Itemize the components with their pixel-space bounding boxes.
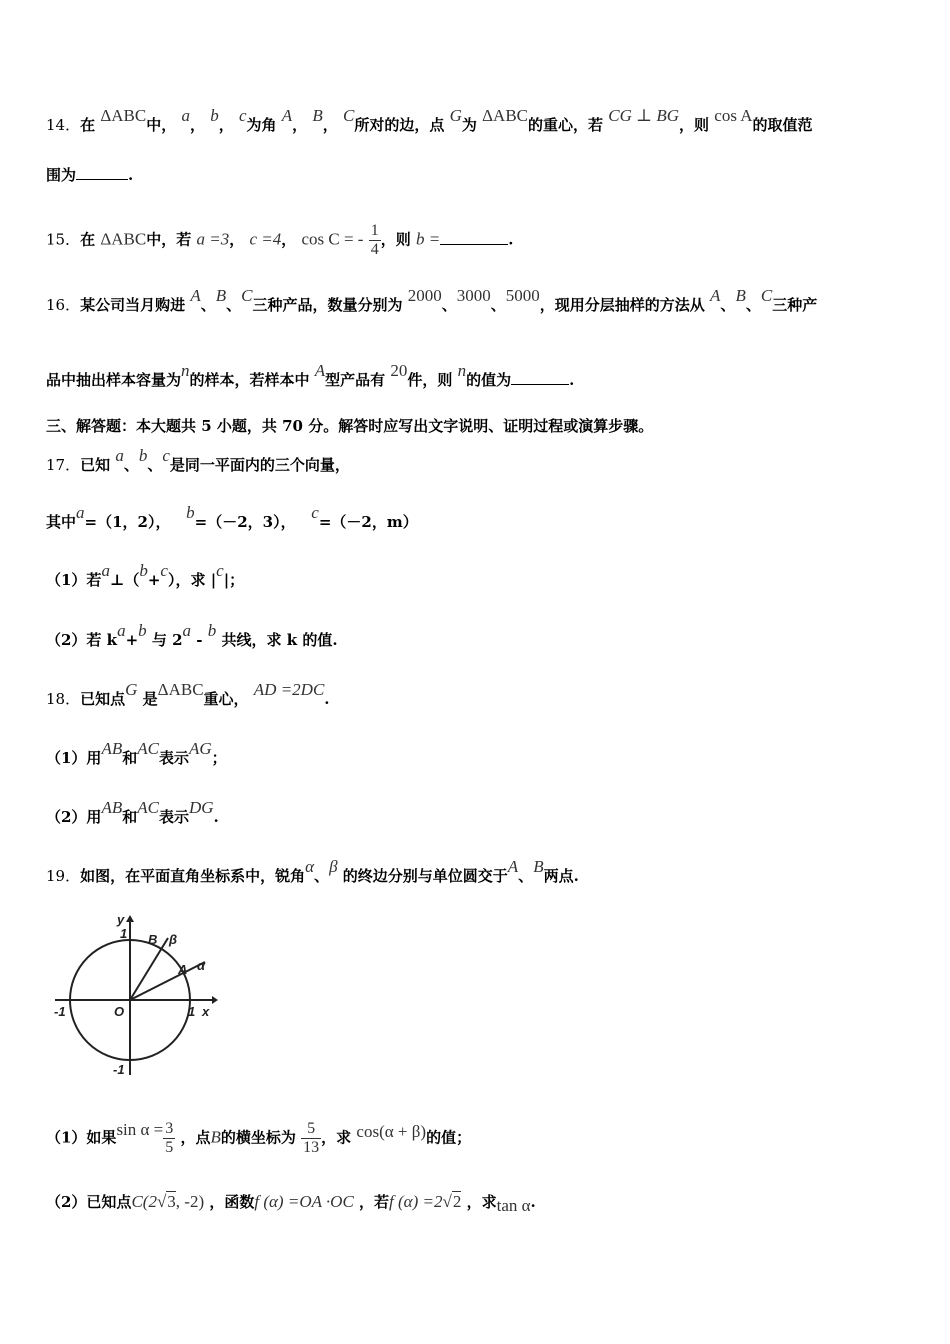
label-A: A xyxy=(178,962,188,977)
tick-1-right: 1 xyxy=(188,1004,196,1019)
q14-line1: 14．在 ΔABC中， a， b， c为角 A， B， C所对的边，点 G为 ΔABC的重心，若 CG ⊥ BG，则 cos A的取值范 xyxy=(46,106,813,134)
answer-blank[interactable] xyxy=(440,230,508,245)
q17-line2: 其中a=（1，2）， b=（－2，3）， c=（－2，m） xyxy=(46,503,418,531)
q17-line1: 17．已知 a、b、c是同一平面内的三个向量， xyxy=(46,446,350,474)
q19-line1: 19．如图，在平面直角坐标系中，锐角α、β 的终边分别与单位圆交于A、B两点. xyxy=(46,857,579,885)
q19-part2: （2）已知点C(2√3, -2) ，函数f (α) =OA ·OC ，若f (α) =2√2 ，求tan α. xyxy=(46,1192,536,1215)
y-axis-arrow-icon xyxy=(126,915,134,922)
answer-blank[interactable] xyxy=(76,165,128,180)
unit-circle-figure xyxy=(50,910,225,1080)
x-label: x xyxy=(202,1004,210,1019)
q16-line1: 16．某公司当月购进 A、B、C三种产品，数量分别为 2000、3000、5000，现用分层抽样的方法从 A、B、C三种产 xyxy=(46,286,818,314)
label-beta: β xyxy=(169,932,178,947)
q18-line1: 18．已知点G 是ΔABC重心， AD =2DC. xyxy=(46,680,330,708)
answer-blank[interactable] xyxy=(511,370,569,385)
fraction: $\frac{3}{5}$ xyxy=(165,1120,174,1156)
label-O: O xyxy=(114,1004,125,1019)
tick-neg1-bottom: -1 xyxy=(113,1062,125,1077)
y-label: y xyxy=(117,912,125,927)
section-heading: 三、解答题：本大题共 5 小题，共 70 分。解答时应写出文字说明、证明过程或演算步骤。 xyxy=(46,417,654,435)
q17-part1: （1）若a⊥（b+c），求 |c|； xyxy=(46,561,245,589)
q17-part2: （2）若 ka+b 与 2a - b 共线，求 k 的值. xyxy=(46,621,338,649)
q15-line: 15．在 ΔABC中，若 a =3， c =4， cos C = - $\frac{1}{4}$ ，则 b = . xyxy=(46,222,514,258)
q16-line2: 品中抽出样本容量为n的样本，若样本中 A型产品有 20件，则 n的值为 . xyxy=(46,361,575,389)
tick-neg1-left: -1 xyxy=(54,1004,66,1019)
q18-part1: （1）用AB和AC表示AG； xyxy=(46,739,227,767)
q14-line2: 围为 . xyxy=(46,166,134,184)
q18-part2: （2）用AB和AC表示DG. xyxy=(46,798,219,826)
label-alpha: α xyxy=(197,958,206,973)
x-axis-arrow-icon xyxy=(212,996,218,1004)
fraction: $\frac{1}{4}$ xyxy=(370,222,379,258)
label-B: B xyxy=(148,932,158,947)
tick-1-top: 1 xyxy=(120,926,128,941)
fraction: $\frac{5}{13}$ xyxy=(303,1120,320,1156)
q19-part1: （1）如果sin α = $\frac{3}{5}$ ，点B的横坐标为 $\frac{5}{13}$ ，求 cos(α + β)的值； xyxy=(46,1119,472,1156)
